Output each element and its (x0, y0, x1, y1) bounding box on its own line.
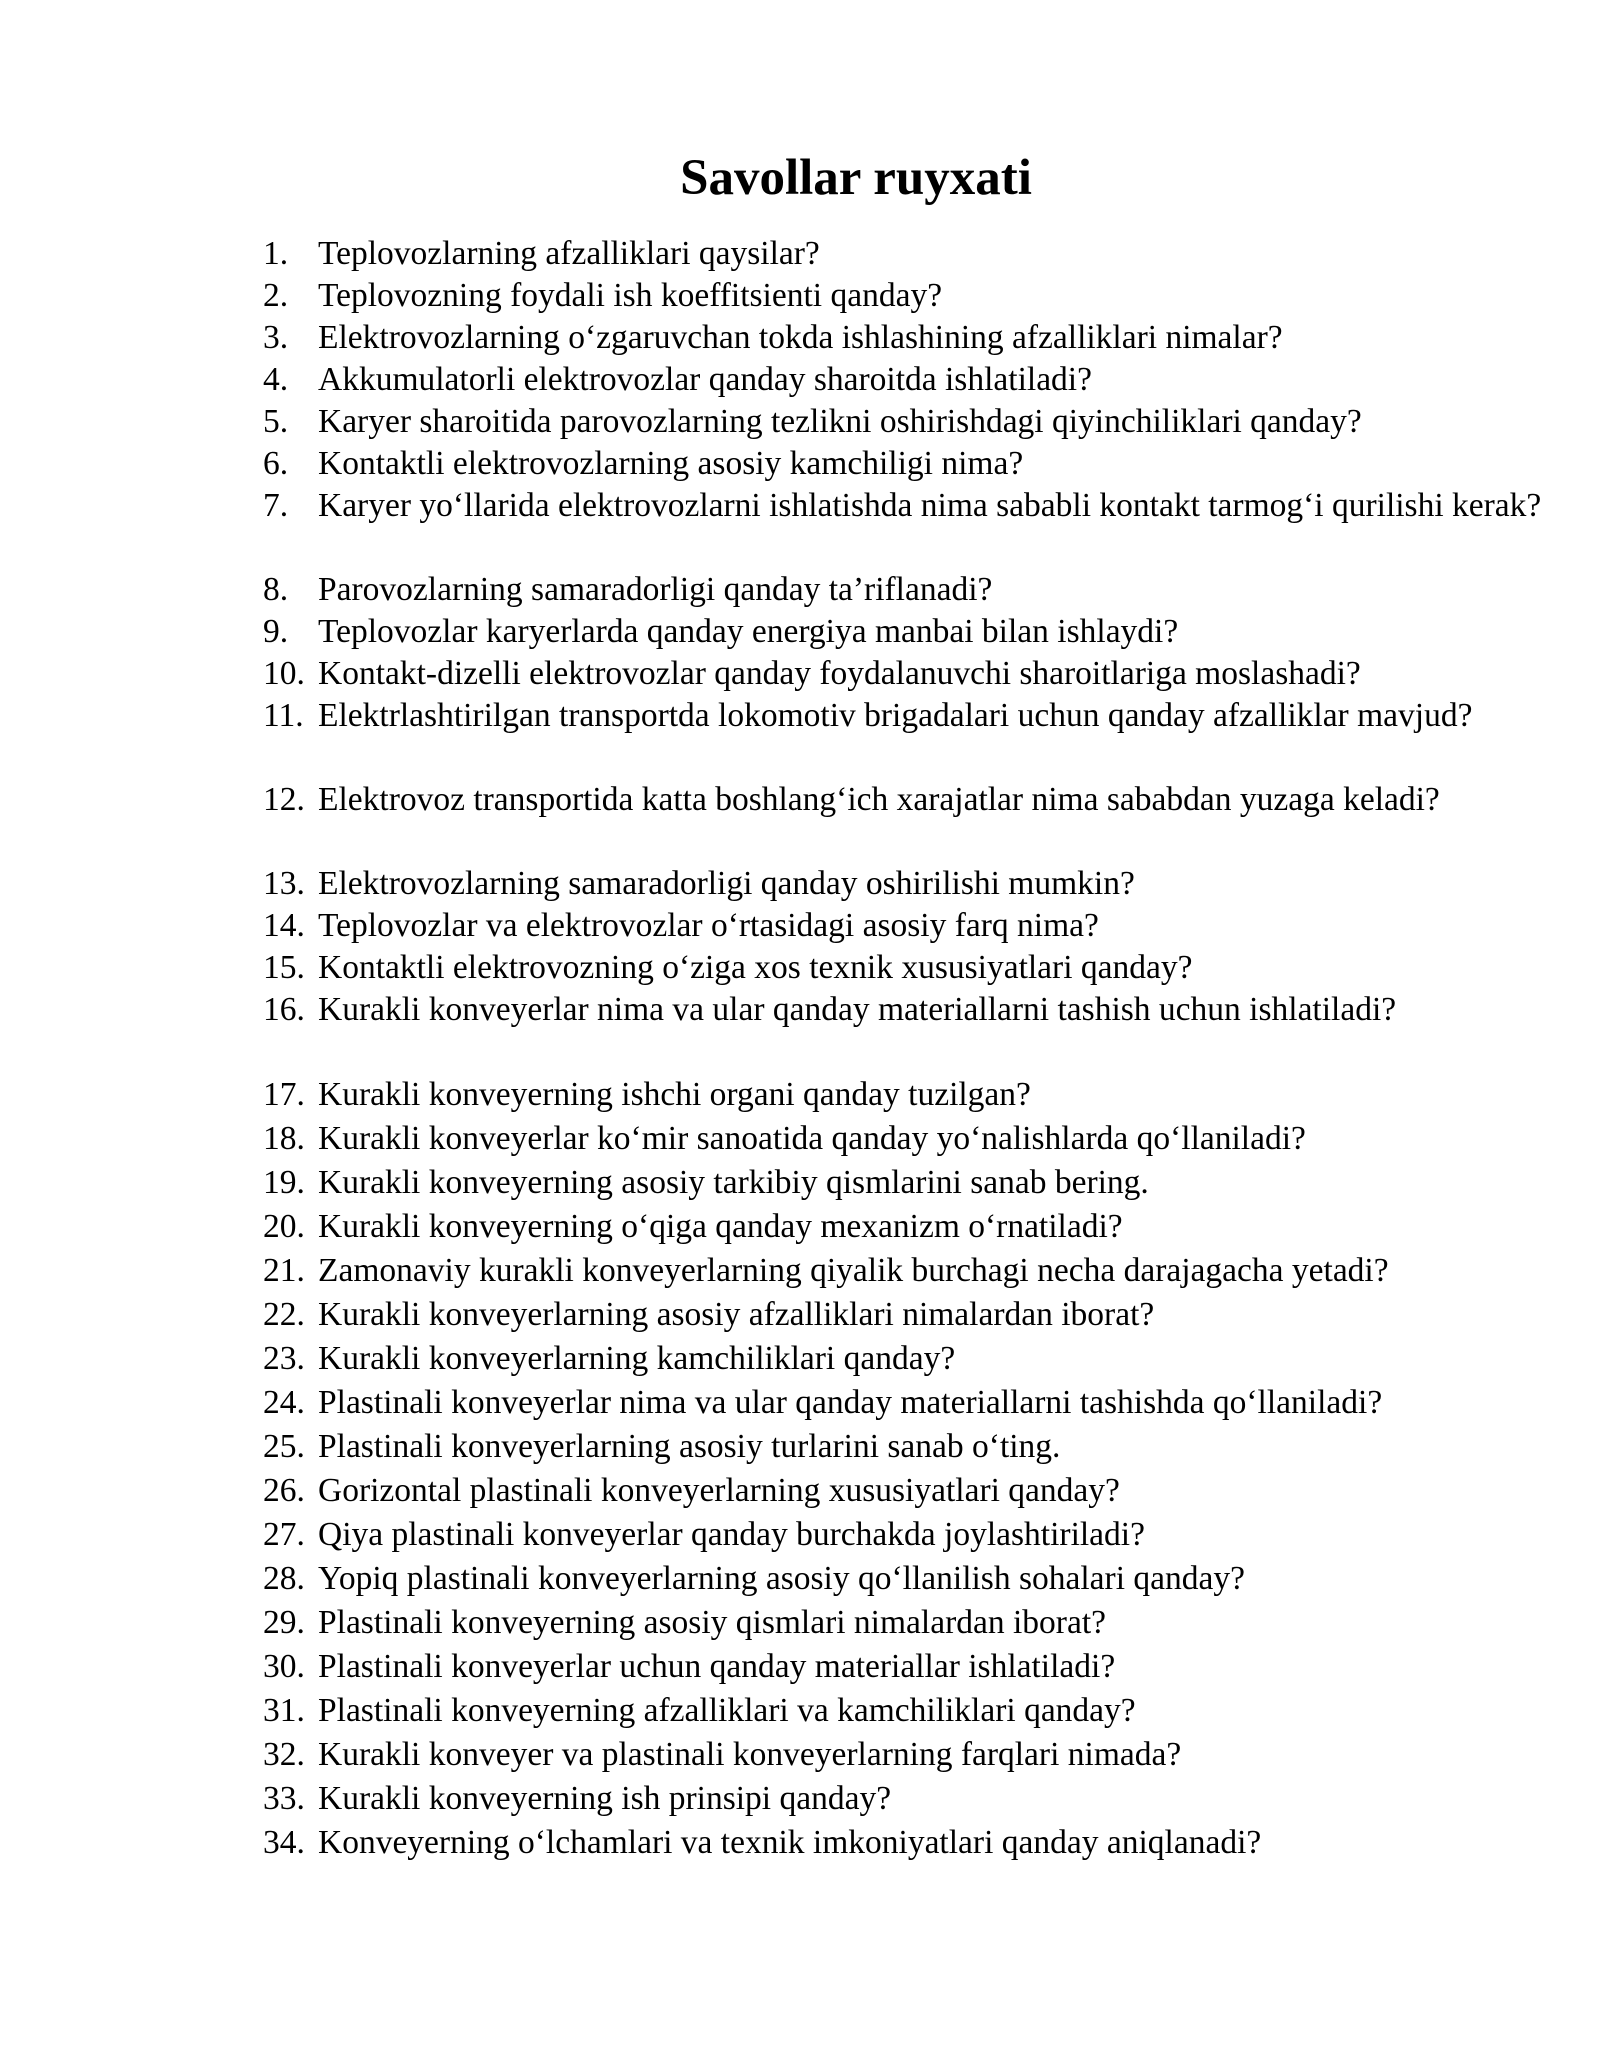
question-text: Kurakli konveyerlar nima va ular qanday materiallarni tashish uchun ishlatiladi? (318, 991, 1397, 1028)
question-number: 23. (263, 1340, 305, 1377)
question-number: 11. (263, 697, 304, 734)
question-number: 29. (263, 1604, 305, 1641)
question-text: Teplovozlarning afzalliklari qaysilar? (318, 235, 820, 272)
question-text: Kurakli konveyerning ish prinsipi qanday? (318, 1780, 892, 1817)
question-number: 16. (263, 991, 305, 1028)
question-item (263, 863, 1558, 905)
question-number: 5. (263, 403, 289, 440)
question-text: Kontakt-dizelli elektrovozlar qanday foydalanuvchi sharoitlariga moslashadi? (318, 655, 1361, 692)
question-text: Kontaktli elektrovozlarning asosiy kamchiligi nima? (318, 445, 1024, 482)
question-item (263, 275, 1558, 317)
question-number: 33. (263, 1780, 305, 1817)
question-text: Plastinali konveyerlar uchun qanday materiallar ishlatiladi? (318, 1648, 1116, 1685)
question-item (263, 1777, 1558, 1821)
question-item (263, 1469, 1558, 1513)
question-item (263, 1249, 1558, 1293)
question-text: Kurakli konveyerlarning asosiy afzalliklari nimalardan iborat? (318, 1296, 1155, 1333)
question-list (263, 233, 1542, 1873)
question-number: 27. (263, 1516, 305, 1553)
question-text: Gorizontal plastinali konveyerlarning xususiyatlari qanday? (318, 1472, 1120, 1509)
question-item (263, 989, 1558, 1031)
question-item (263, 1425, 1558, 1469)
question-text: Plastinali konveyerning afzalliklari va kamchiliklari qanday? (318, 1692, 1136, 1729)
question-item (263, 611, 1558, 653)
question-number: 9. (263, 613, 289, 650)
question-item (263, 443, 1558, 485)
question-text: Elektrovozlarning samaradorligi qanday oshirilishi mumkin? (318, 865, 1135, 902)
question-text: Elektrlashtirilgan transportda lokomotiv brigadalari uchun qanday afzalliklar mavjud? (318, 697, 1473, 734)
question-text: Plastinali konveyerlarning asosiy turlarini sanab o‘ting. (318, 1428, 1061, 1465)
question-item (263, 1645, 1558, 1689)
question-number: 19. (263, 1164, 305, 1201)
question-number: 26. (263, 1472, 305, 1509)
question-item (263, 947, 1558, 989)
question-item (263, 1293, 1558, 1337)
question-number: 24. (263, 1384, 305, 1421)
question-item (263, 905, 1558, 947)
question-item (263, 1337, 1558, 1381)
question-item (263, 695, 1558, 737)
question-item (263, 233, 1558, 275)
question-text: Teplovozning foydali ish koeffitsienti qanday? (318, 277, 943, 314)
question-text: Kurakli konveyerlarning kamchiliklari qanday? (318, 1340, 956, 1377)
question-number: 14. (263, 907, 305, 944)
question-number: 20. (263, 1208, 305, 1245)
question-text: Kontaktli elektrovozning o‘ziga xos texnik xususiyatlari qanday? (318, 949, 1193, 986)
question-number: 8. (263, 571, 289, 608)
question-text: Kurakli konveyer va plastinali konveyerlarning farqlari nimada? (318, 1736, 1182, 1773)
question-item (263, 317, 1558, 359)
question-text: Elektrovozlarning o‘zgaruvchan tokda ishlashining afzalliklari nimalar? (318, 319, 1283, 356)
question-item (263, 1557, 1558, 1601)
question-text: Zamonaviy kurakli konveyerlarning qiyalik burchagi necha darajagacha yetadi? (318, 1252, 1389, 1289)
question-number: 21. (263, 1252, 305, 1289)
question-number: 15. (263, 949, 305, 986)
question-number: 2. (263, 277, 289, 314)
question-item (263, 569, 1558, 611)
question-item (263, 1689, 1558, 1733)
question-text: Qiya plastinali konveyerlar qanday burchakda joylashtiriladi? (318, 1516, 1145, 1553)
question-item (263, 485, 1558, 527)
question-item (263, 1073, 1558, 1117)
question-text: Kurakli konveyerning o‘qiga qanday mexanizm o‘rnatiladi? (318, 1208, 1123, 1245)
question-item (263, 1601, 1558, 1645)
question-number: 34. (263, 1824, 305, 1861)
question-text: Elektrovoz transportida katta boshlang‘ich xarajatlar nima sababdan yuzaga keladi? (318, 781, 1440, 818)
question-number: 25. (263, 1428, 305, 1465)
question-number: 12. (263, 781, 305, 818)
question-text: Konveyerning o‘lchamlari va texnik imkoniyatlari qanday aniqlanadi? (318, 1824, 1262, 1861)
question-number: 13. (263, 865, 305, 902)
question-number: 30. (263, 1648, 305, 1685)
question-number: 18. (263, 1120, 305, 1157)
question-text: Yopiq plastinali konveyerlarning asosiy qo‘llanilish sohalari qanday? (318, 1560, 1245, 1597)
question-text: Karyer sharoitida parovozlarning tezlikni oshirishdagi qiyinchiliklari qanday? (318, 403, 1362, 440)
question-number: 31. (263, 1692, 305, 1729)
question-item (263, 1513, 1558, 1557)
question-text: Kurakli konveyerlar ko‘mir sanoatida qanday yo‘nalishlarda qo‘llaniladi? (318, 1120, 1306, 1157)
question-text: Karyer yo‘llarida elektrovozlarni ishlatishda nima sababli kontakt tarmog‘i qurilishi kerak? (318, 487, 1542, 524)
question-number: 32. (263, 1736, 305, 1773)
question-item (263, 1205, 1558, 1249)
question-number: 1. (263, 235, 289, 272)
question-text: Parovozlarning samaradorligi qanday ta’riflanadi? (318, 571, 993, 608)
page-title: Savollar ruyxati (680, 150, 1032, 206)
question-item (263, 653, 1558, 695)
question-item (263, 1821, 1558, 1865)
question-text: Teplovozlar va elektrovozlar o‘rtasidagi asosiy farq nima? (318, 907, 1099, 944)
question-number: 17. (263, 1076, 305, 1113)
question-number: 7. (263, 487, 289, 524)
question-text: Kurakli konveyerning ishchi organi qanday tuzilgan? (318, 1076, 1031, 1113)
question-item (263, 359, 1558, 401)
question-item (263, 1381, 1558, 1425)
question-item (263, 1733, 1558, 1777)
question-item (263, 779, 1558, 821)
question-number: 4. (263, 361, 289, 398)
question-text: Kurakli konveyerning asosiy tarkibiy qismlarini sanab bering. (318, 1164, 1149, 1201)
question-text: Akkumulatorli elektrovozlar qanday sharoitda ishlatiladi? (318, 361, 1092, 398)
question-text: Plastinali konveyerning asosiy qismlari nimalardan iborat? (318, 1604, 1107, 1641)
question-number: 10. (263, 655, 305, 692)
question-item (263, 1161, 1558, 1205)
question-text: Plastinali konveyerlar nima va ular qanday materiallarni tashishda qo‘llaniladi? (318, 1384, 1383, 1421)
question-number: 3. (263, 319, 289, 356)
question-number: 6. (263, 445, 289, 482)
question-text: Teplovozlar karyerlarda qanday energiya manbai bilan ishlaydi? (318, 613, 1179, 650)
question-item (263, 401, 1558, 443)
question-number: 22. (263, 1296, 305, 1333)
question-number: 28. (263, 1560, 305, 1597)
question-item (263, 1117, 1558, 1161)
